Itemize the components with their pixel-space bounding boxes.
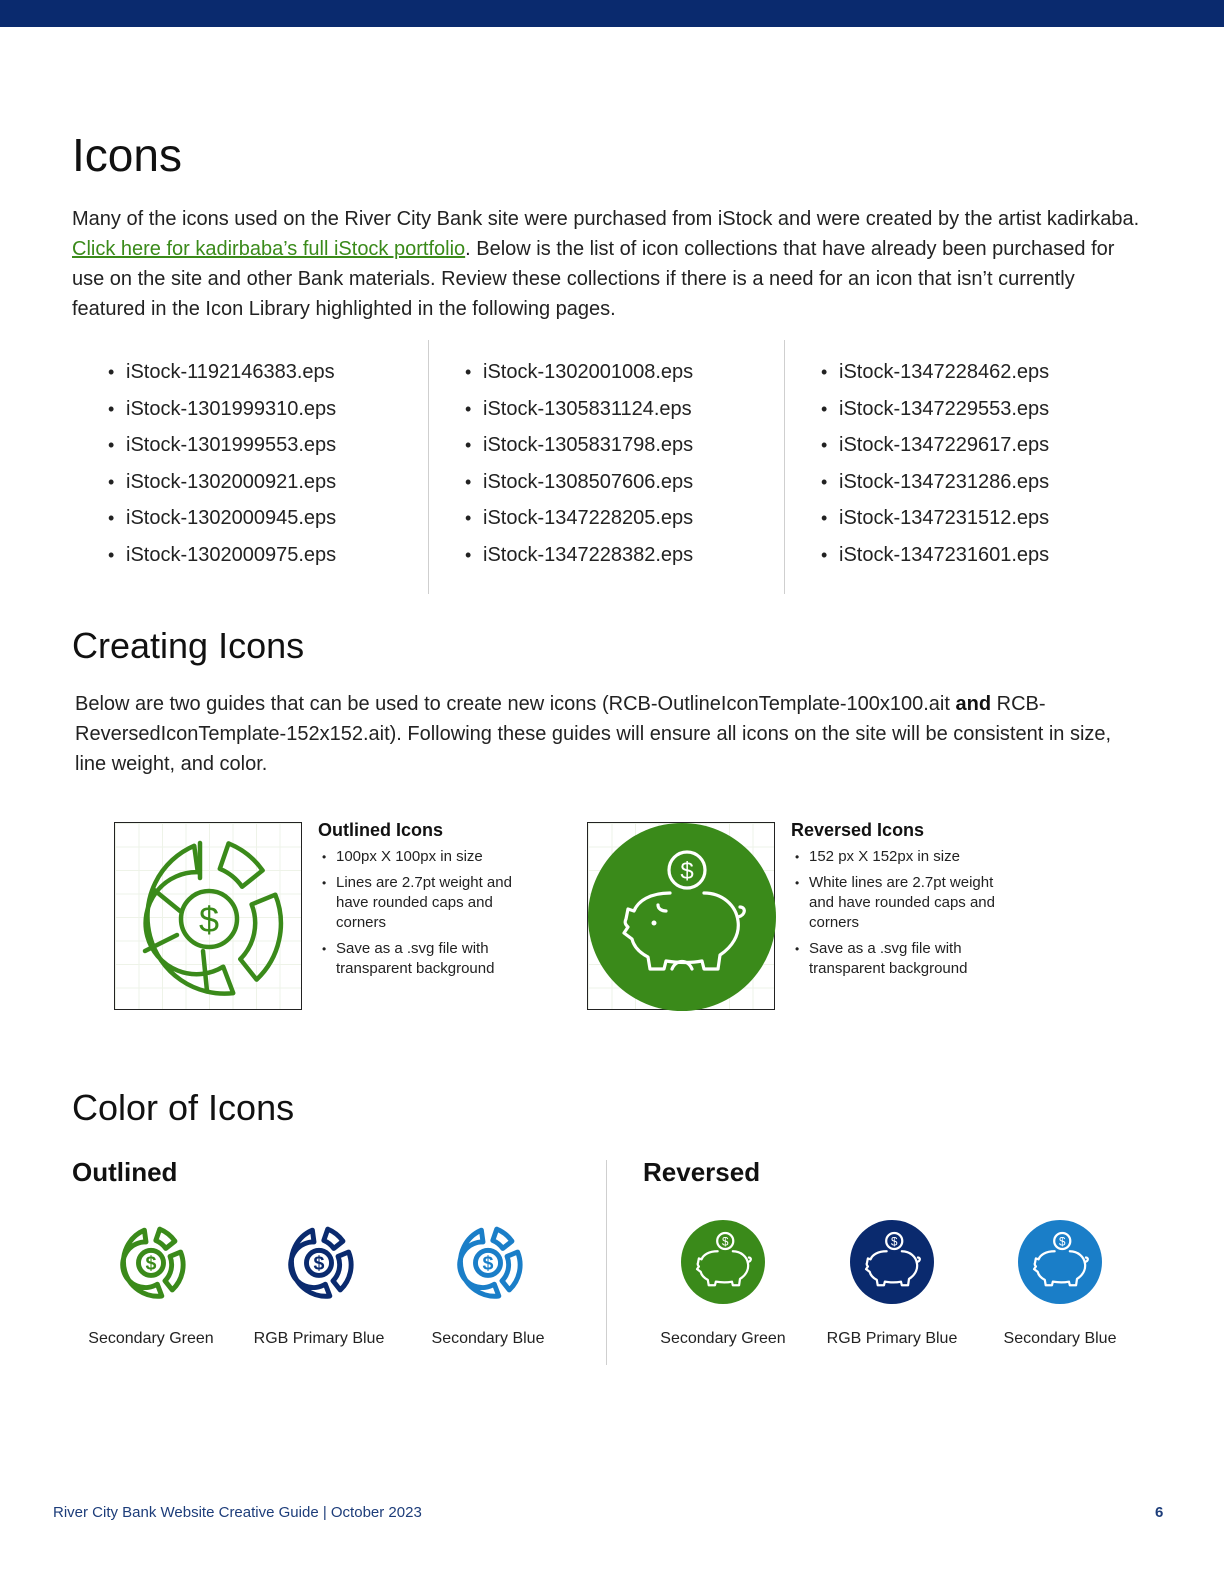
dollar-pie-icon — [446, 1220, 530, 1304]
file-item: • iStock-1305831124.eps — [465, 391, 693, 428]
reversed-swatch-secondary-blue — [980, 1220, 1140, 1348]
outline-guide-bullet: • 100px X 100px in size — [318, 847, 538, 867]
file-item: • iStock-1347231512.eps — [821, 500, 1049, 537]
top-color-bar — [0, 0, 1224, 27]
reversed-swatch-primary-blue — [812, 1220, 972, 1348]
page-number: 6 — [1155, 1504, 1164, 1521]
reversed-template-preview — [587, 822, 775, 1010]
reversed-guide-bullet: • White lines are 2.7pt weight and have rounded caps and corners — [791, 873, 1011, 933]
swatch-label: Secondary Green — [660, 1330, 786, 1347]
file-item: • iStock-1347228382.eps — [465, 537, 693, 574]
svg-text:$: $ — [313, 1252, 325, 1275]
file-item: • iStock-1347228462.eps — [821, 354, 1049, 391]
outline-template-preview — [114, 822, 302, 1010]
file-item: • iStock-1347231601.eps — [821, 537, 1049, 574]
svg-text:$: $ — [1058, 1235, 1066, 1249]
file-item: • iStock-1192146383.eps — [108, 354, 336, 391]
intro-text-1: Many of the icons used on the River City Bank site were purchased from iStock and were created by the artist kadirkaba. — [72, 208, 1140, 230]
intro-paragraph — [72, 204, 1152, 324]
file-item: • iStock-1302000945.eps — [108, 500, 336, 537]
file-item: • iStock-1347229617.eps — [821, 427, 1049, 464]
piggy-bank-icon — [1018, 1220, 1102, 1304]
piggy-bank-icon — [681, 1220, 765, 1304]
file-item: • iStock-1302000921.eps — [108, 464, 336, 501]
swatch-label: Secondary Green — [88, 1330, 214, 1347]
outlined-swatch-primary-blue — [239, 1220, 399, 1348]
swatch-label: Secondary Blue — [1003, 1330, 1117, 1347]
reversed-guide-bullet: • 152 px X 152px in size — [791, 847, 1011, 867]
file-item: • iStock-1308507606.eps — [465, 464, 693, 501]
svg-text:$: $ — [890, 1235, 898, 1249]
reversed-swatch-green — [643, 1220, 803, 1348]
file-item: • iStock-1347229553.eps — [821, 391, 1049, 428]
reversed-guide-title: Reversed Icons — [791, 820, 925, 840]
file-item: • iStock-1301999553.eps — [108, 427, 336, 464]
outline-guide-bullet: • Save as a .svg file with transparent background — [318, 939, 538, 979]
piggy-bank-icon — [588, 823, 776, 1011]
svg-text:$: $ — [482, 1252, 494, 1275]
svg-text:$: $ — [721, 1235, 729, 1249]
portfolio-link[interactable]: Click here for kadirbaba’s full iStock portfolio — [72, 238, 466, 260]
creating-text-1: Below are two guides that can be used to create new icons (RCB-OutlineIconTemplate-100x100.ait — [75, 693, 956, 715]
svg-text:$: $ — [198, 899, 220, 940]
svg-text:$: $ — [145, 1252, 157, 1275]
reversed-heading: Reversed — [643, 1157, 761, 1187]
outline-guide-description — [318, 820, 538, 985]
swatch-label: Secondary Blue — [431, 1330, 545, 1347]
file-item: • iStock-1301999310.eps — [108, 391, 336, 428]
dollar-pie-icon — [277, 1220, 361, 1304]
outline-guide-title: Outlined Icons — [318, 820, 444, 840]
creating-text-2: RCB-ReversedIconTemplate-152x152.ait). Following these guides will ensure all icons on the site will be consistent in size, line weight, and color. — [75, 693, 1112, 775]
outline-guide-bullet: • Lines are 2.7pt weight and have rounded caps and corners — [318, 873, 538, 933]
reversed-guide-bullet: • Save as a .svg file with transparent background — [791, 939, 1011, 979]
outlined-heading: Outlined — [72, 1157, 178, 1187]
swatch-label: RGB Primary Blue — [826, 1330, 958, 1347]
file-item: • iStock-1302000975.eps — [108, 537, 336, 574]
creating-icons-heading: Creating Icons — [72, 625, 305, 666]
outlined-swatch-green — [71, 1220, 231, 1348]
outlined-swatch-secondary-blue — [408, 1220, 568, 1348]
piggy-bank-icon — [850, 1220, 934, 1304]
svg-text:$: $ — [680, 858, 694, 885]
swatch-label: RGB Primary Blue — [253, 1330, 385, 1347]
page-title: Icons — [72, 129, 182, 181]
creating-paragraph — [75, 689, 1135, 779]
file-item: • iStock-1302001008.eps — [465, 354, 693, 391]
file-item: • iStock-1347228205.eps — [465, 500, 693, 537]
file-column-3 — [784, 340, 1141, 594]
dollar-pie-icon — [109, 1220, 193, 1304]
file-column-2 — [428, 340, 785, 594]
file-item: • iStock-1305831798.eps — [465, 427, 693, 464]
file-item: • iStock-1347231286.eps — [821, 464, 1049, 501]
footer-title: River City Bank Website Creative Guide | October 2023 — [53, 1504, 422, 1521]
reversed-guide-description — [791, 820, 1011, 985]
dollar-pie-icon — [115, 823, 303, 1011]
color-of-icons-heading: Color of Icons — [72, 1087, 295, 1128]
section-divider — [606, 1160, 607, 1365]
creating-text-bold: and — [955, 693, 992, 715]
intro-text-2: . Below is the list of icon collections that have already been purchased for use on the site and other Bank materials. Review these collections if there is a need for an icon that isn’t currently featured in the Icon Library highlighted in the following pages. — [72, 238, 1115, 320]
file-column-1 — [72, 340, 428, 594]
